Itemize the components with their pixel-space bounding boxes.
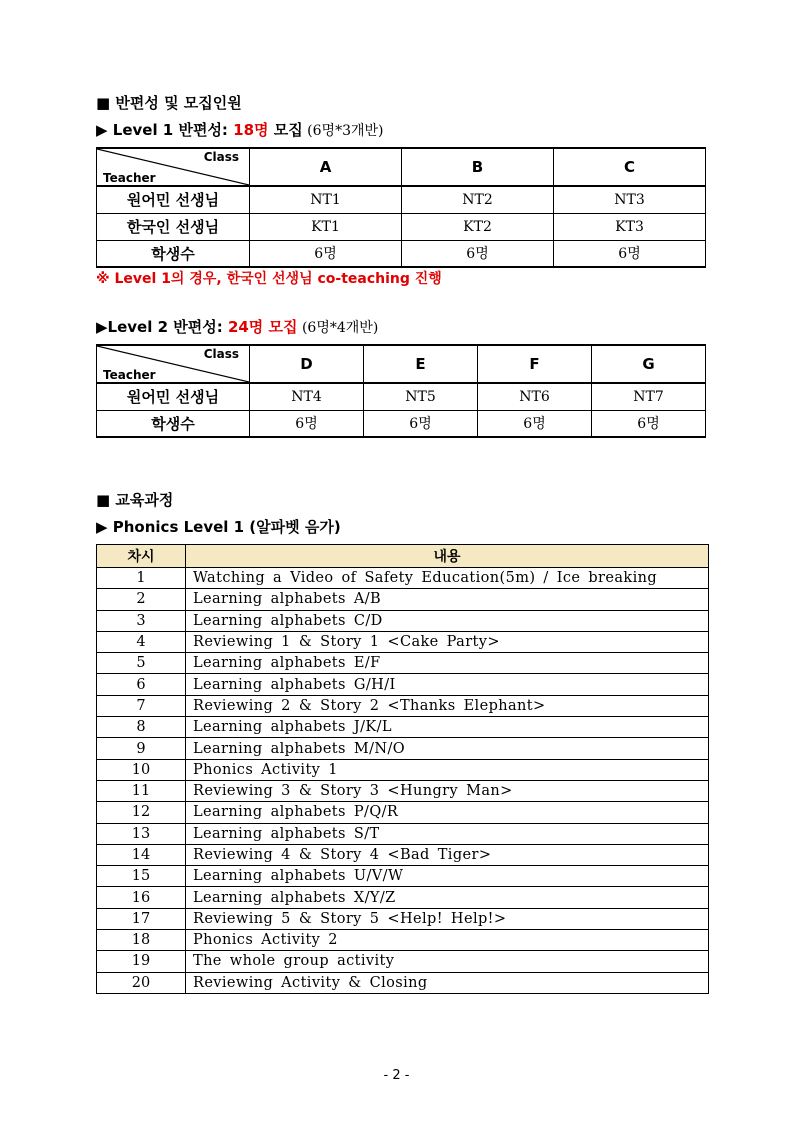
table-header-row xyxy=(97,148,706,186)
session-header: 차시 xyxy=(97,545,186,568)
table-row xyxy=(97,695,709,716)
session-content: Learning alphabets M/N/O xyxy=(186,738,709,759)
session-content: Reviewing Activity & Closing xyxy=(186,972,709,993)
table-header-row xyxy=(97,545,709,568)
session-content: Learning alphabets S/T xyxy=(186,823,709,844)
session-number: 5 xyxy=(97,653,186,674)
row-label: 원어민 선생님 xyxy=(97,383,250,410)
session-number: 4 xyxy=(97,631,186,652)
diagonal-header-cell xyxy=(97,148,250,186)
table-row xyxy=(97,759,709,780)
table-cell: NT4 xyxy=(250,383,364,410)
level1-note: ※ Level 1의 경우, 한국인 선생님 co-teaching 진행 xyxy=(96,271,442,287)
session-number: 13 xyxy=(97,823,186,844)
session-content: Learning alphabets J/K/L xyxy=(186,717,709,738)
table-row xyxy=(97,780,709,801)
session-content: The whole group activity xyxy=(186,951,709,972)
session-number: 2 xyxy=(97,589,186,610)
column-header: E xyxy=(364,345,478,383)
table-cell: NT1 xyxy=(250,186,402,213)
table-cell: NT2 xyxy=(402,186,554,213)
table-cell: NT3 xyxy=(554,186,706,213)
table-row xyxy=(97,631,709,652)
session-number: 9 xyxy=(97,738,186,759)
table-row xyxy=(97,930,709,951)
header-teacher-label: Teacher xyxy=(103,368,156,382)
table-row xyxy=(97,738,709,759)
table-cell: 6명 xyxy=(250,240,402,267)
table-cell: 6명 xyxy=(478,410,592,437)
level2-table xyxy=(96,344,706,438)
session-number: 16 xyxy=(97,887,186,908)
column-header: C xyxy=(554,148,706,186)
session-number: 7 xyxy=(97,695,186,716)
session-number: 19 xyxy=(97,951,186,972)
table-row xyxy=(97,383,706,410)
level1-count: 18명 xyxy=(233,121,269,139)
session-number: 8 xyxy=(97,717,186,738)
header-teacher-label: Teacher xyxy=(103,171,156,185)
session-number: 1 xyxy=(97,568,186,589)
column-header: B xyxy=(402,148,554,186)
row-label: 원어민 선생님 xyxy=(97,186,250,213)
session-number: 11 xyxy=(97,780,186,801)
session-content: Learning alphabets P/Q/R xyxy=(186,802,709,823)
curriculum-subtitle: ▶ Phonics Level 1 (알파벳 음가) xyxy=(96,518,341,536)
level1-heading xyxy=(96,119,384,140)
table-row xyxy=(97,589,709,610)
session-content: Watching a Video of Safety Education(5m) / Ice breaking xyxy=(186,568,709,589)
column-header: D xyxy=(250,345,364,383)
table-cell: 6명 xyxy=(250,410,364,437)
table-row xyxy=(97,823,709,844)
table-header-row xyxy=(97,345,706,383)
column-header: F xyxy=(478,345,592,383)
table-row xyxy=(97,213,706,240)
table-row xyxy=(97,186,706,213)
session-number: 18 xyxy=(97,930,186,951)
table-row xyxy=(97,951,709,972)
session-content: Reviewing 2 & Story 2 <Thanks Elephant> xyxy=(186,695,709,716)
level1-suffix: 모집 xyxy=(268,121,303,139)
diagonal-header-cell xyxy=(97,345,250,383)
session-content: Reviewing 4 & Story 4 <Bad Tiger> xyxy=(186,844,709,865)
table-row xyxy=(97,908,709,929)
row-label: 학생수 xyxy=(97,410,250,437)
table-cell: KT3 xyxy=(554,213,706,240)
table-cell: 6명 xyxy=(364,410,478,437)
level1-paren: (6명*3개반) xyxy=(302,123,384,139)
session-number: 10 xyxy=(97,759,186,780)
row-label: 학생수 xyxy=(97,240,250,267)
header-class-label: Class xyxy=(203,150,239,164)
section-title-class-formation: ■ 반편성 및 모집인원 xyxy=(96,94,242,112)
session-content: Learning alphabets E/F xyxy=(186,653,709,674)
session-content: Phonics Activity 1 xyxy=(186,759,709,780)
level2-count: 24명 모집 xyxy=(227,318,298,336)
table-row xyxy=(97,717,709,738)
table-cell: NT6 xyxy=(478,383,592,410)
table-row xyxy=(97,866,709,887)
session-number: 15 xyxy=(97,866,186,887)
curriculum-table xyxy=(96,544,709,994)
session-number: 20 xyxy=(97,972,186,993)
table-row xyxy=(97,802,709,823)
table-row xyxy=(97,972,709,993)
session-content: Learning alphabets X/Y/Z xyxy=(186,887,709,908)
session-content: Learning alphabets C/D xyxy=(186,610,709,631)
curriculum-body xyxy=(97,568,709,994)
table-row xyxy=(97,844,709,865)
level1-table xyxy=(96,147,706,268)
table-row xyxy=(97,653,709,674)
level1-prefix: ▶ Level 1 반편성: xyxy=(96,121,234,139)
table-cell: KT1 xyxy=(250,213,402,240)
row-label: 한국인 선생님 xyxy=(97,213,250,240)
table-cell: 6명 xyxy=(554,240,706,267)
session-content: Learning alphabets G/H/I xyxy=(186,674,709,695)
table-row xyxy=(97,410,706,437)
session-content: Reviewing 5 & Story 5 <Help! Help!> xyxy=(186,908,709,929)
session-content: Reviewing 3 & Story 3 <Hungry Man> xyxy=(186,780,709,801)
column-header: A xyxy=(250,148,402,186)
session-number: 17 xyxy=(97,908,186,929)
session-content: Phonics Activity 2 xyxy=(186,930,709,951)
session-number: 6 xyxy=(97,674,186,695)
table-cell: 6명 xyxy=(402,240,554,267)
table-row xyxy=(97,887,709,908)
session-content: Learning alphabets U/V/W xyxy=(186,866,709,887)
table-cell: NT5 xyxy=(364,383,478,410)
session-number: 3 xyxy=(97,610,186,631)
session-content: Learning alphabets A/B xyxy=(186,589,709,610)
table-row xyxy=(97,568,709,589)
header-class-label: Class xyxy=(203,347,239,361)
session-content: Reviewing 1 & Story 1 <Cake Party> xyxy=(186,631,709,652)
section-title-curriculum: ■ 교육과정 xyxy=(96,491,174,509)
table-row xyxy=(97,610,709,631)
session-number: 14 xyxy=(97,844,186,865)
content-header: 내용 xyxy=(186,545,709,568)
table-row xyxy=(97,674,709,695)
level2-prefix: ▶Level 2 반편성: xyxy=(96,318,228,336)
table-cell: KT2 xyxy=(402,213,554,240)
level2-heading xyxy=(96,316,378,337)
page-number: - 2 - xyxy=(383,1068,410,1083)
table-cell: 6명 xyxy=(592,410,706,437)
column-header: G xyxy=(592,345,706,383)
table-row xyxy=(97,240,706,267)
level2-paren: (6명*4개반) xyxy=(297,320,379,336)
session-number: 12 xyxy=(97,802,186,823)
table-cell: NT7 xyxy=(592,383,706,410)
